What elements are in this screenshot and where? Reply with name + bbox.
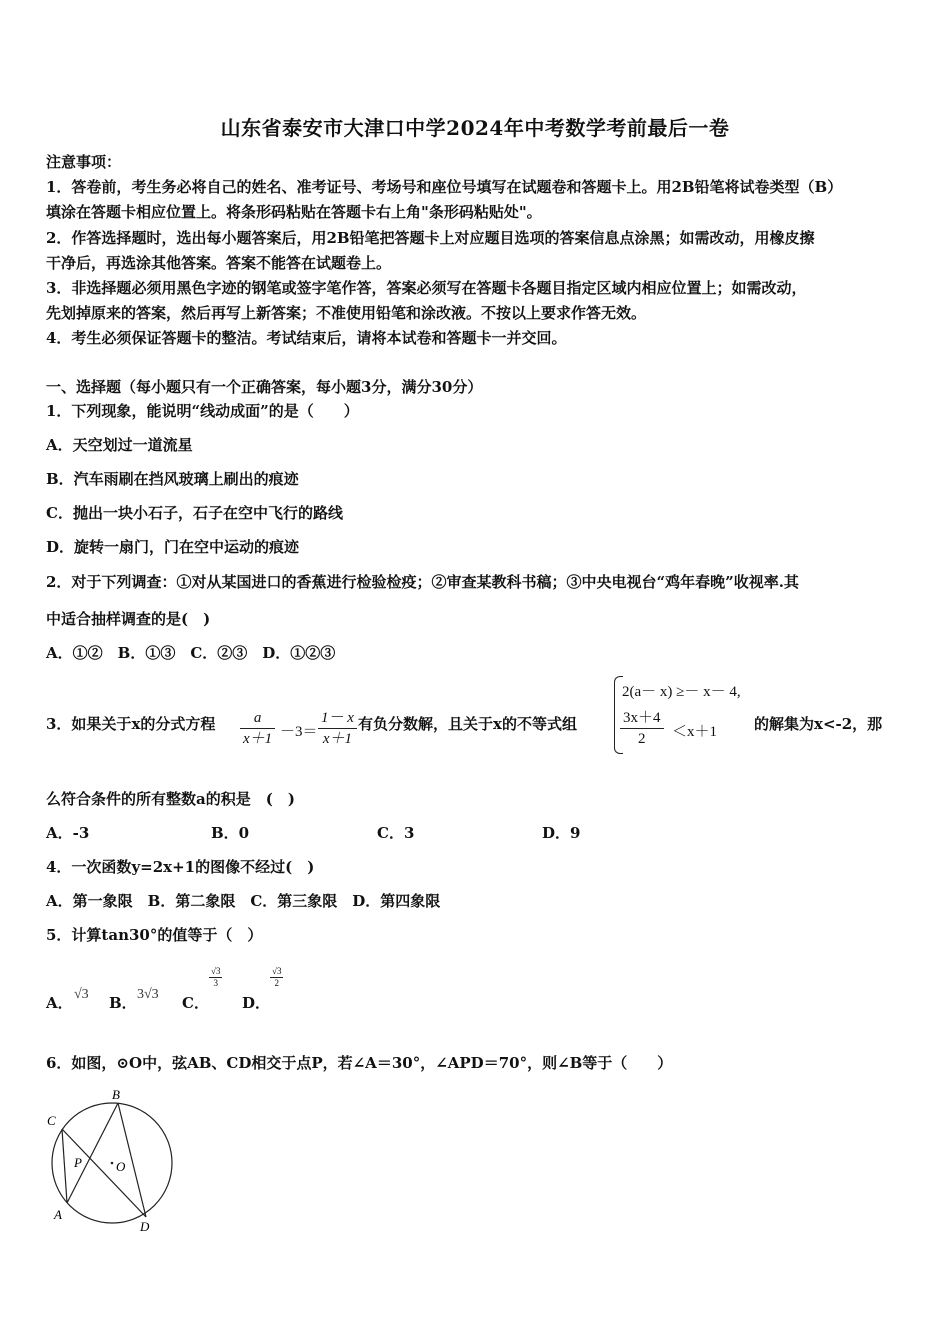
q5-option-c-label: C． [182, 994, 209, 1012]
q6-stem: 6．如图，⊙O中，弦AB、CD相交于点P，若∠A＝30°，∠APD＝70°，则∠B等于（ ） [46, 1054, 673, 1072]
center-point [111, 1162, 114, 1165]
notes-heading: 注意事项： [46, 153, 122, 171]
q3-stem-line2: 么符合条件的所有整数a的积是 ( ) [46, 790, 295, 808]
notes-line: 1．答卷前，考生务必将自己的姓名、准考证号、考场号和座位号填写在试题卷和答题卡上。用2B铅笔将试卷类型（B） [46, 178, 843, 196]
q5-option-b-label: B． [109, 994, 137, 1012]
notes-line: 2．作答选择题时，选出每小题答案后，用2B铅笔把答题卡上对应题目选项的答案信息点涂黑；如需改动，用橡皮擦 [46, 229, 815, 247]
q5-option-d-label: D． [242, 994, 271, 1012]
q5-c-num: √3 [211, 966, 221, 976]
q3-fraction-2 [318, 708, 357, 749]
notes-line: 填涂在答题卡相应位置上。将条形码粘贴在答题卡右上角"条形码粘贴处"。 [46, 203, 542, 221]
notes-line: 4．考生必须保证答题卡的整洁。考试结束后，请将本试卷和答题卡一并交回。 [46, 329, 567, 347]
q5-d-num: √3 [272, 966, 282, 976]
q5-option-c-value [209, 966, 222, 989]
q3-mid: 有负分数解，且关于x的不等式组 [358, 715, 577, 733]
q3-option-b: B．0 [211, 824, 250, 842]
notes-line: 干净后，再选涂其他答案。答案不能答在试题卷上。 [46, 254, 392, 272]
chord-ab [67, 1103, 118, 1203]
q5-option-b-value: 3√3 [137, 987, 159, 1002]
q3-sys2-num: 3x＋4 [620, 708, 664, 729]
q5-option-a-label: A． [46, 994, 73, 1012]
q3-frac2-num: 1－ x [318, 708, 357, 729]
label-d: D [140, 1219, 150, 1234]
q5-d-den: 2 [274, 978, 279, 988]
q3-sys2-den: 2 [638, 731, 646, 747]
q3-sys-line1: 2(a－ x) ≥－ x－ 4, [622, 684, 741, 700]
q1-option-a: A．天空划过一道流星 [46, 436, 193, 454]
q5-stem: 5．计算tan30°的值等于（ ） [46, 926, 263, 944]
q3-frac2-den: x＋1 [322, 731, 353, 747]
q5-c-den: 3 [213, 978, 218, 988]
label-b: B [112, 1087, 120, 1102]
q2-options: A．①② B．①③ C．②③ D．①②③ [46, 644, 336, 662]
q3-frac1-num: a [240, 708, 275, 729]
q3-inequality-system [614, 676, 764, 754]
q1-option-d: D．旋转一扇门，门在空中运动的痕迹 [46, 538, 300, 556]
label-a: A [54, 1207, 62, 1222]
q1-option-c: C．抛出一块小石子，石子在空中飞行的路线 [46, 504, 343, 522]
q2-stem-line1: 2．对于下列调查：①对从某国进口的香蕉进行检验检疫；②审查某教科书稿；③中央电视台“鸡年春晚”收视率.其 [46, 573, 799, 591]
q3-sys-line2-rhs: ＜x＋1 [672, 724, 718, 740]
q1-option-b: B．汽车雨刷在挡风玻璃上刷出的痕迹 [46, 470, 299, 488]
chord-cd [62, 1129, 146, 1217]
q4-stem: 4．一次函数y=2x+1的图像不经过( ) [46, 858, 315, 876]
section-heading: 一、选择题（每小题只有一个正确答案，每小题3分，满分30分） [46, 378, 483, 396]
q4-options: A．第一象限 B．第二象限 C．第三象限 D．第四象限 [46, 892, 441, 910]
segment-ac [62, 1129, 67, 1203]
page-title: 山东省泰安市大津口中学2024年中考数学考前最后一卷 [220, 116, 730, 140]
q2-stem-line2: 中适合抽样调查的是( ) [46, 610, 211, 628]
label-p: P [74, 1155, 82, 1170]
q6-circle-figure [40, 1085, 180, 1235]
q3-option-a: A．-3 [46, 824, 90, 842]
label-o: O [116, 1159, 126, 1174]
q3-post: 的解集为x<-2，那 [754, 715, 883, 733]
q3-option-d: D．9 [542, 824, 581, 842]
q3-frac1-den: x＋1 [243, 731, 273, 747]
q3-option-c: C．3 [377, 824, 415, 842]
q3-sys-line2-frac [620, 708, 664, 749]
q1-stem: 1．下列现象，能说明“线动成面”的是（ ） [46, 402, 359, 420]
notes-line: 先划掉原来的答案，然后再写上新答案；不准使用铅笔和涂改液。不按以上要求作答无效。 [46, 304, 647, 322]
q5-option-a-value: √3 [74, 987, 89, 1002]
q3-fraction-1 [240, 708, 275, 749]
q5-option-d-value [270, 966, 283, 989]
label-c: C [47, 1113, 56, 1128]
notes-line: 3．非选择题必须用黑色字迹的钢笔或签字笔作答，答案必须写在答题卡各题目指定区域内相应位置上；如需改动， [46, 279, 807, 297]
q3-pre: 3．如果关于x的分式方程 [46, 715, 216, 733]
q3-minus3: －3＝ [280, 724, 318, 740]
